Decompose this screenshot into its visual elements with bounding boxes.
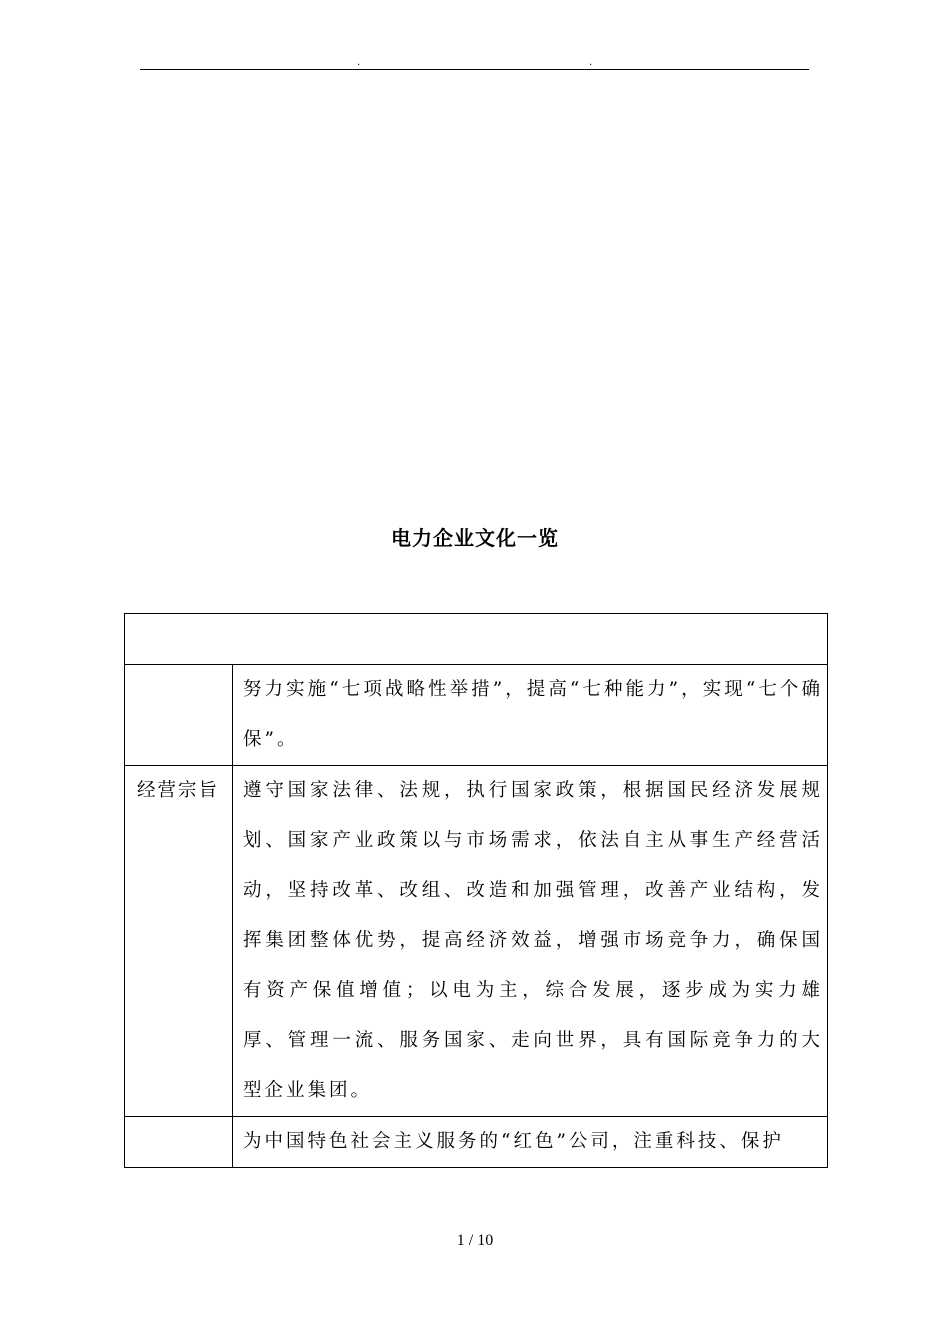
table-row <box>125 665 828 766</box>
page-number: 1 / 10 <box>456 1232 494 1249</box>
table-row <box>125 1117 828 1168</box>
page-title: 电力企业文化一览 <box>391 526 559 550</box>
row-text: 努力实施“七项战略性举措”，提高“七种能力”，实现“七个确保”。 <box>233 665 828 766</box>
row-label <box>125 1117 233 1168</box>
table-row-header <box>125 614 828 665</box>
row-text: 为中国特色社会主义服务的“红色”公司，注重科技、保护 <box>233 1117 828 1168</box>
table-header-cell <box>125 614 828 665</box>
row-label <box>125 665 233 766</box>
culture-table <box>124 613 828 1168</box>
row-text: 遵守国家法律、法规，执行国家政策，根据国民经济发展规划、国家产业政策以与市场需求，依法自主从事生产经营活动，坚持改革、改组、改造和加强管理，改善产业结构，发挥集团整体优势，提高经济效益，增强市场竞争力，确保国有资产保值增值；以电为主，综合发展，逐步成为实力雄厚、管理一流、服务国家、走向世界，具有国际竞争力的大型企业集团。 <box>233 766 828 1117</box>
table-row <box>125 766 828 1117</box>
row-label: 经营宗旨 <box>125 766 233 1117</box>
header-mark-right: . <box>589 57 593 68</box>
header-mark-left: . <box>357 57 361 68</box>
header-rule <box>140 69 809 70</box>
